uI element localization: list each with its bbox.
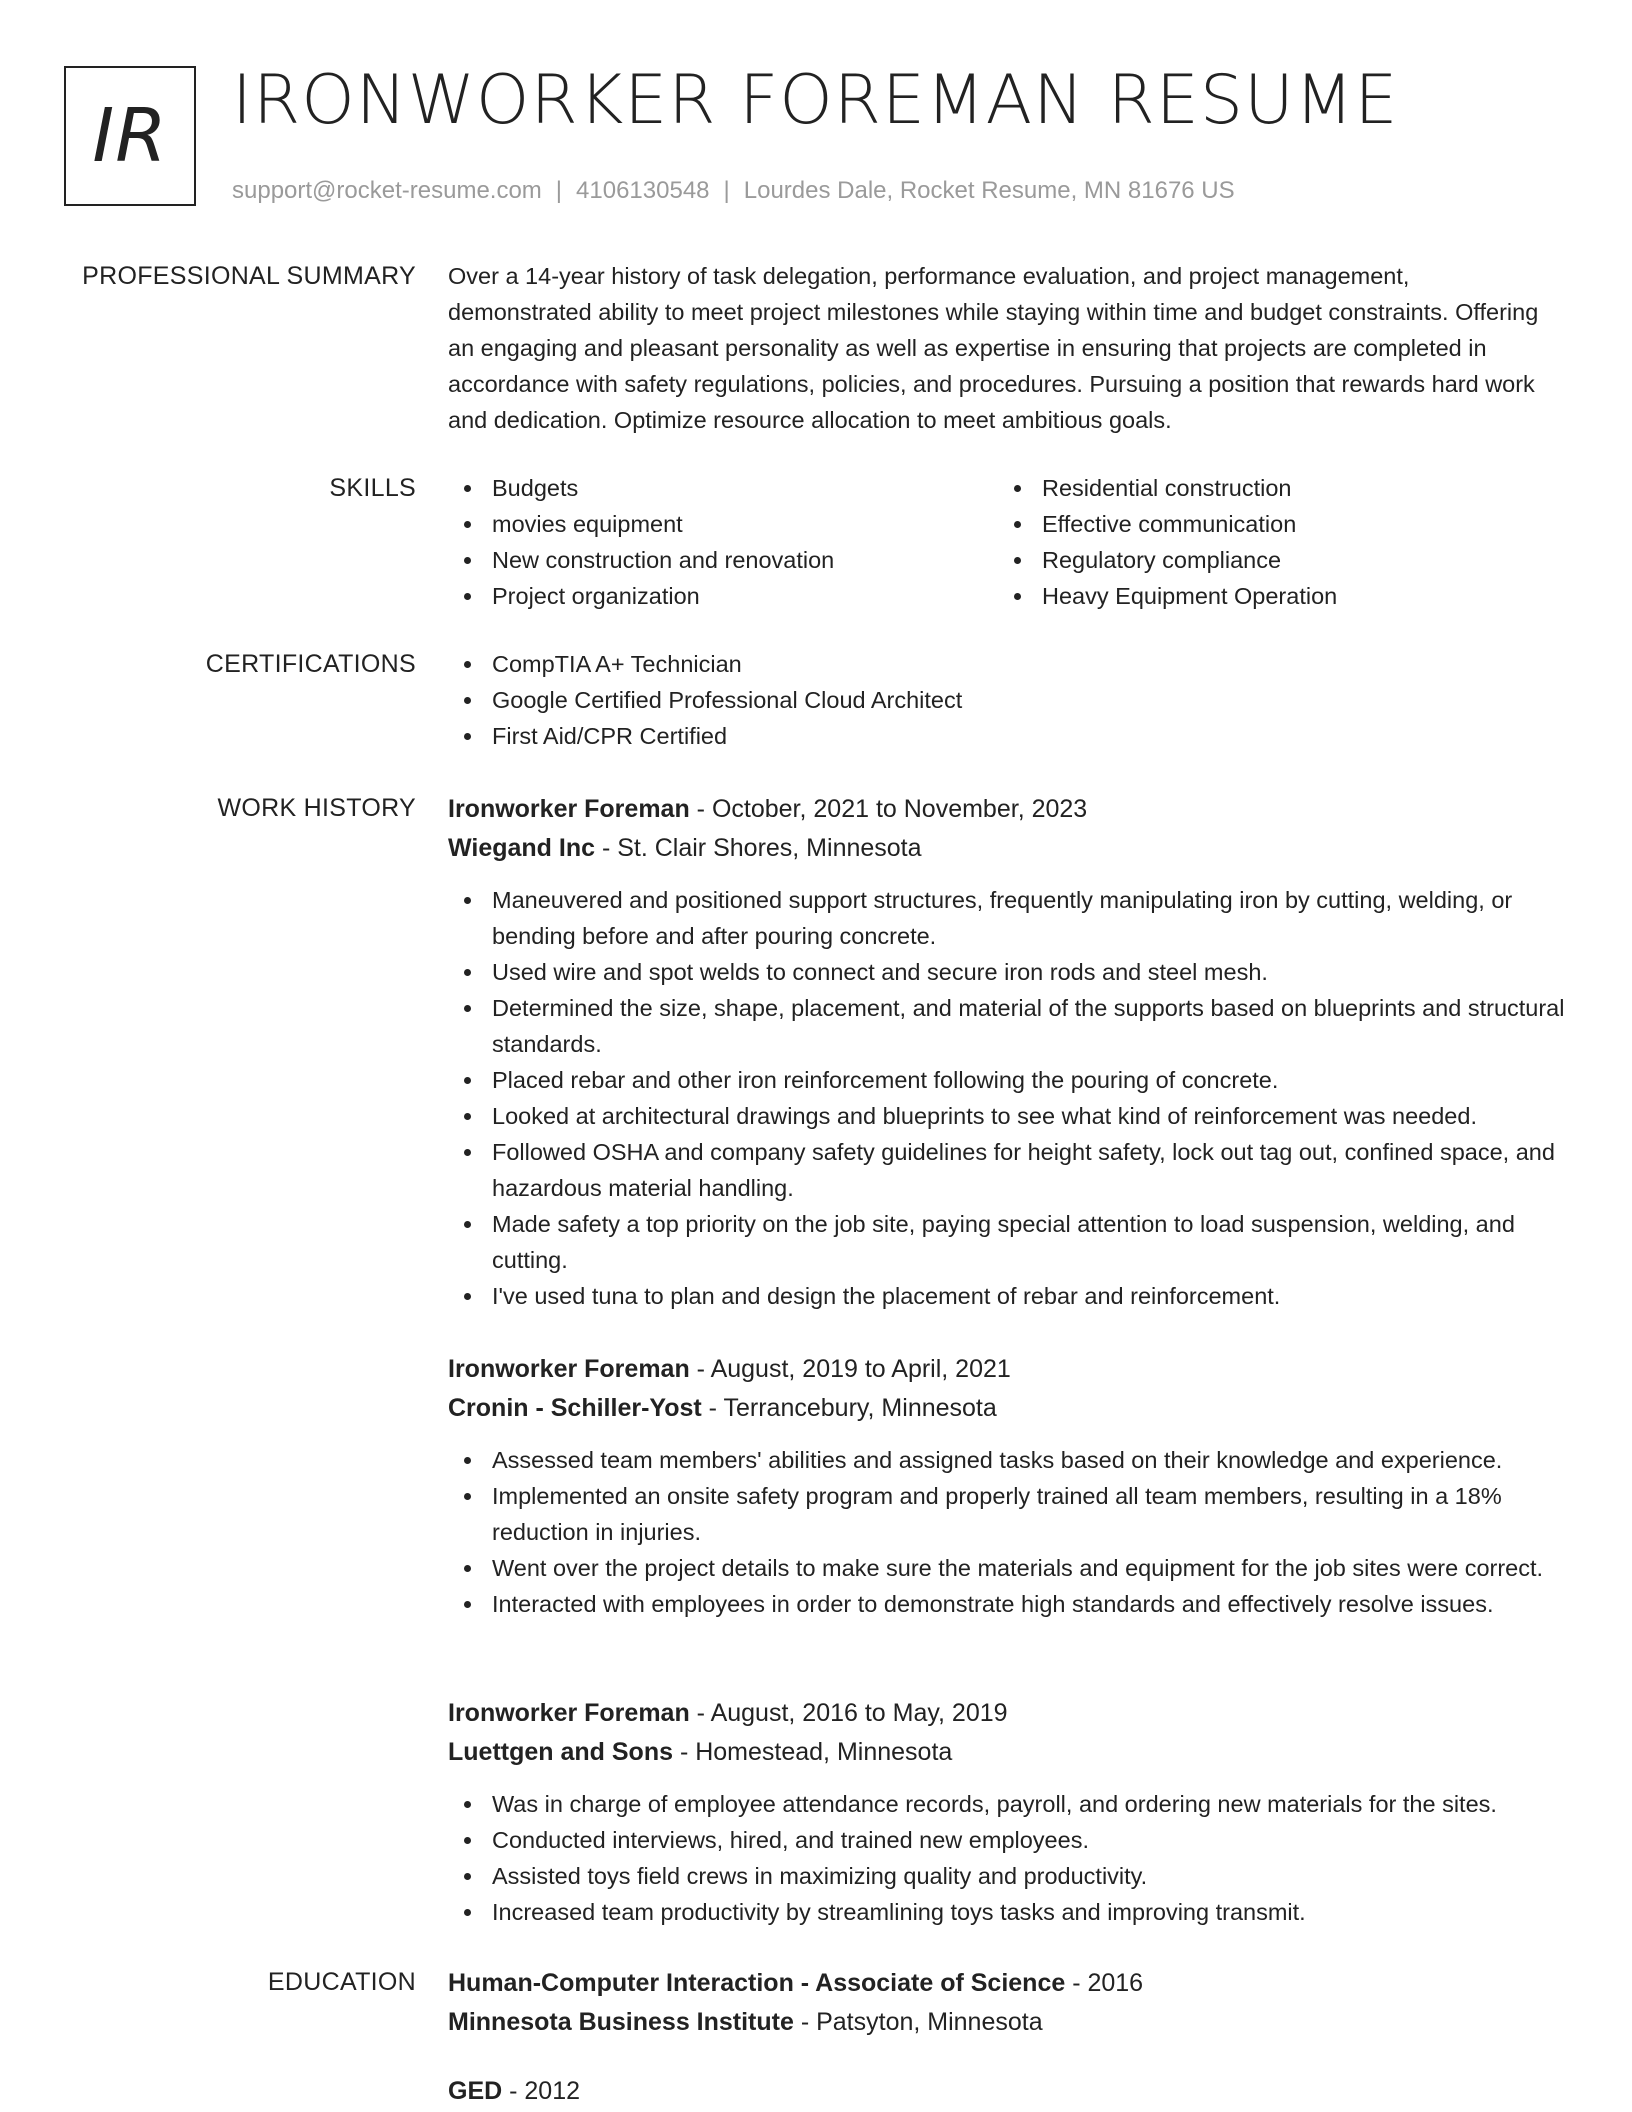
education-year: - 2012 [502, 2077, 581, 2105]
summary-label: PROFESSIONAL SUMMARY [82, 262, 416, 290]
job-bullet: Implemented an onsite safety program and properly trained all team members, resulting in a 18% reduction in injuries. [448, 1478, 1578, 1550]
monogram: IR [64, 66, 196, 206]
work-history-label: WORK HISTORY [217, 794, 416, 822]
skills-list-right [998, 470, 1548, 614]
skill-item: movies equipment [448, 506, 998, 542]
education-content [448, 1964, 1578, 2111]
certifications-list [448, 646, 1578, 754]
job-title-line [448, 790, 1578, 829]
summary-text: Over a 14-year history of task delegation, performance evaluation, and project management, demonstrated ability to meet project milestones while staying within time and budget constraints. Offering an engaging and pleasant personality as well as expertise in ensuring that projects are completed in accordance with safety regulations, policies, and procedures. Pursuing a position that rewards hard work and dedication. Optimize resource allocation to meet ambitious goals. [448, 263, 1539, 433]
job-bullet: Determined the size, shape, placement, and material of the supports based on blueprints and structural standards. [448, 990, 1578, 1062]
education-degree: GED [448, 2077, 503, 2105]
job-title-line [448, 1350, 1578, 1389]
job-bullet: Assessed team members' abilities and assigned tasks based on their knowledge and experience. [448, 1442, 1578, 1478]
skill-item: Budgets [448, 470, 998, 506]
job-title: Ironworker Foreman [448, 1355, 690, 1383]
skill-item: Heavy Equipment Operation [998, 578, 1548, 614]
job-bullet: Went over the project details to make sure the materials and equipment for the job sites were correct. [448, 1550, 1578, 1586]
job-dates: - October, 2021 to November, 2023 [689, 795, 1088, 823]
skill-item: Regulatory compliance [998, 542, 1548, 578]
job-bullet: Followed OSHA and company safety guidelines for height safety, lock out tag out, confined space, and hazardous material handling. [448, 1134, 1578, 1206]
job-company: Cronin - Schiller-Yost [448, 1394, 702, 1422]
job-company-line [448, 1733, 1578, 1772]
job-bullet: Placed rebar and other iron reinforcement following the pouring of concrete. [448, 1062, 1578, 1098]
job-bullets [448, 882, 1578, 1314]
education-degree-line [448, 1964, 1578, 2003]
summary-content [448, 258, 1558, 438]
job-title: Ironworker Foreman [448, 795, 690, 823]
job-entry [448, 1350, 1578, 1622]
job-dates: - August, 2016 to May, 2019 [689, 1699, 1008, 1727]
skills-list-left [448, 470, 998, 614]
job-company: Luettgen and Sons [448, 1738, 673, 1766]
job-company: Wiegand Inc [448, 834, 596, 862]
job-bullet: Assisted toys field crews in maximizing quality and productivity. [448, 1858, 1578, 1894]
education-location: - Patsyton, Minnesota [793, 2008, 1043, 2036]
job-bullets [448, 1442, 1578, 1622]
education-school: Minnesota Business Institute [448, 2008, 794, 2036]
education-entry [448, 2072, 1578, 2111]
job-entry [448, 1694, 1578, 1930]
education-degree: Human-Computer Interaction - Associate of Science [448, 1969, 1066, 1997]
job-bullets [448, 1786, 1578, 1930]
job-bullet: Was in charge of employee attendance records, payroll, and ordering new materials for the sites. [448, 1786, 1578, 1822]
education-label: EDUCATION [267, 1968, 416, 1996]
education-year: - 2016 [1065, 1969, 1144, 1997]
certification-item: CompTIA A+ Technician [448, 646, 1578, 682]
contact-line [232, 174, 1235, 208]
job-dates: - August, 2019 to April, 2021 [689, 1355, 1011, 1383]
job-company-line [448, 829, 1578, 868]
certifications-content [448, 646, 1578, 754]
job-company-line [448, 1389, 1578, 1428]
contact-phone: 4106130548 [576, 177, 710, 204]
job-title: Ironworker Foreman [448, 1699, 690, 1727]
skill-item: Effective communication [998, 506, 1548, 542]
job-entry [448, 790, 1578, 1314]
education-school-line [448, 2003, 1578, 2042]
skills-label: SKILLS [329, 474, 416, 502]
certification-item: Google Certified Professional Cloud Architect [448, 682, 1578, 718]
job-location: - St. Clair Shores, Minnesota [595, 834, 922, 862]
skill-item: Project organization [448, 578, 998, 614]
skills-content [448, 470, 1578, 614]
job-location: - Terrancebury, Minnesota [701, 1394, 997, 1422]
contact-email: support@rocket-resume.com [232, 177, 542, 204]
certification-item: First Aid/CPR Certified [448, 718, 1578, 754]
job-bullet: Made safety a top priority on the job site, paying special attention to load suspension, welding, and cutting. [448, 1206, 1578, 1278]
contact-separator: | [723, 177, 730, 204]
job-bullet: Maneuvered and positioned support structures, frequently manipulating iron by cutting, welding, or bending before and after pouring concrete. [448, 882, 1578, 954]
contact-separator: | [555, 177, 563, 204]
job-bullet: Used wire and spot welds to connect and secure iron rods and steel mesh. [448, 954, 1578, 990]
job-bullet: Looked at architectural drawings and blueprints to see what kind of reinforcement was needed. [448, 1098, 1578, 1134]
education-degree-line [448, 2072, 1578, 2111]
contact-address: Lourdes Dale, Rocket Resume, MN 81676 US [743, 177, 1235, 204]
skill-item: Residential construction [998, 470, 1548, 506]
education-entry [448, 1964, 1578, 2042]
certifications-label: CERTIFICATIONS [205, 650, 416, 678]
skill-item: New construction and renovation [448, 542, 998, 578]
work-history-content [448, 790, 1578, 1925]
job-bullet: Increased team productivity by streamlining toys tasks and improving transmit. [448, 1894, 1578, 1930]
job-title-line [448, 1694, 1578, 1733]
skills-grid [448, 470, 1578, 614]
job-location: - Homestead, Minnesota [673, 1738, 953, 1766]
job-bullet: Conducted interviews, hired, and trained new employees. [448, 1822, 1578, 1858]
job-bullet: I've used tuna to plan and design the placement of rebar and reinforcement. [448, 1278, 1578, 1314]
job-bullet: Interacted with employees in order to demonstrate high standards and effectively resolve issues. [448, 1586, 1578, 1622]
page-title: IRONWORKER FOREMAN RESUME [232, 61, 1399, 140]
